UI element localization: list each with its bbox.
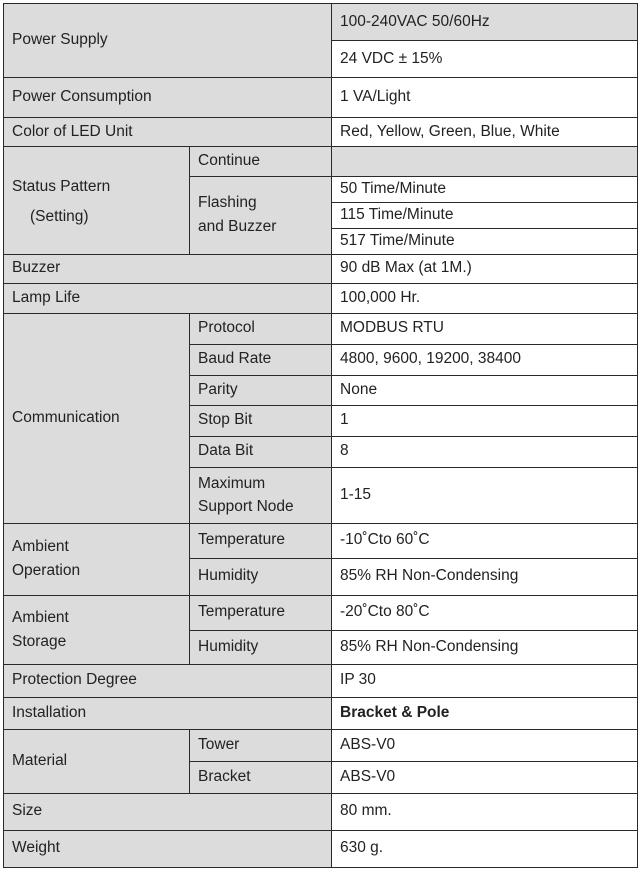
status-continue-row (4, 147, 638, 177)
comm-stopbit-label: Stop Bit (190, 405, 332, 436)
lamp-life-value: 100,000 Hr. (332, 283, 638, 313)
comm-databit-value: 8 (332, 436, 638, 467)
buzzer-label: Buzzer (4, 254, 332, 283)
power-consumption-value: 1 VA/Light (332, 78, 638, 118)
led-color-label: Color of LED Unit (4, 118, 332, 147)
size-label: Size (4, 793, 332, 830)
status-continue-label: Continue (190, 147, 332, 177)
power-supply-value-ac: 100-240VAC 50/60Hz (332, 4, 638, 41)
lamp-life-row (4, 283, 638, 313)
material-label: Material (4, 729, 190, 793)
ambient-operation-label (4, 523, 190, 595)
spec-table (3, 3, 638, 868)
weight-value: 630 g. (332, 830, 638, 867)
ambient-operation-line2: Operation (12, 562, 81, 580)
size-value: 80 mm. (332, 793, 638, 830)
ambient-storage-line2: Storage (12, 632, 67, 650)
led-color-row (4, 118, 638, 147)
status-flash-value-3: 517 Time/Minute (332, 228, 638, 254)
ambient-storage-line1: Ambient (12, 608, 69, 626)
ambient-st-humidity-value: 85% RH Non-Condensing (332, 630, 638, 664)
material-bracket-value: ABS-V0 (332, 761, 638, 793)
status-flash-value-1: 50 Time/Minute (332, 177, 638, 203)
comm-protocol-value: MODBUS RTU (332, 313, 638, 344)
status-flashing-label (190, 177, 332, 255)
weight-label: Weight (4, 830, 332, 867)
comm-databit-label: Data Bit (190, 436, 332, 467)
comm-maxnode-value: 1-15 (332, 467, 638, 523)
material-tower-value: ABS-V0 (332, 729, 638, 761)
buzzer-row (4, 254, 638, 283)
comm-baud-value: 4800, 9600, 19200, 38400 (332, 344, 638, 375)
comm-maxnode-label (190, 467, 332, 523)
protection-value: IP 30 (332, 664, 638, 697)
protection-row (4, 664, 638, 697)
weight-row (4, 830, 638, 867)
status-flashing-line1: Flashing (198, 194, 257, 212)
size-row (4, 793, 638, 830)
status-flashing-line2: and Buzzer (198, 218, 277, 236)
comm-protocol-label: Protocol (190, 313, 332, 344)
ambient-operation-line1: Ambient (12, 538, 69, 556)
communication-label: Communication (4, 313, 190, 523)
installation-row (4, 697, 638, 729)
comm-maxnode-line1: Maximum (198, 474, 266, 492)
ambient-st-temp-value: -20˚Cto 80˚C (332, 595, 638, 630)
material-tower-label: Tower (190, 729, 332, 761)
material-bracket-label: Bracket (190, 761, 332, 793)
comm-parity-label: Parity (190, 375, 332, 405)
ambient-st-temp-label: Temperature (190, 595, 332, 630)
power-supply-row-1 (4, 4, 638, 41)
ambient-st-humidity-label: Humidity (190, 630, 332, 664)
power-supply-label: Power Supply (4, 4, 332, 78)
led-color-value: Red, Yellow, Green, Blue, White (332, 118, 638, 147)
status-pattern-label (4, 147, 190, 255)
status-pattern-label-line1: Status Pattern (12, 177, 111, 195)
protection-label: Protection Degree (4, 664, 332, 697)
buzzer-value: 90 dB Max (at 1M.) (332, 254, 638, 283)
ambient-op-temp-label: Temperature (190, 523, 332, 558)
ambient-op-humidity-value: 85% RH Non-Condensing (332, 558, 638, 595)
status-continue-value (332, 147, 638, 177)
comm-stopbit-value: 1 (332, 405, 638, 436)
comm-protocol-row (4, 313, 638, 344)
comm-maxnode-line2: Support Node (198, 498, 294, 516)
ambient-op-temp-value: -10˚Cto 60˚C (332, 523, 638, 558)
power-consumption-label: Power Consumption (4, 78, 332, 118)
installation-label: Installation (4, 697, 332, 729)
status-pattern-label-line2: (Setting) (30, 208, 89, 226)
comm-baud-label: Baud Rate (190, 344, 332, 375)
ambient-op-temp-row (4, 523, 638, 558)
ambient-op-humidity-label: Humidity (190, 558, 332, 595)
power-supply-value-dc: 24 VDC ± 15% (332, 41, 638, 78)
material-tower-row (4, 729, 638, 761)
installation-value: Bracket & Pole (332, 697, 638, 729)
ambient-storage-label (4, 595, 190, 664)
lamp-life-label: Lamp Life (4, 283, 332, 313)
status-flash-value-2: 115 Time/Minute (332, 202, 638, 228)
power-consumption-row (4, 78, 638, 118)
comm-parity-value: None (332, 375, 638, 405)
ambient-st-temp-row (4, 595, 638, 630)
